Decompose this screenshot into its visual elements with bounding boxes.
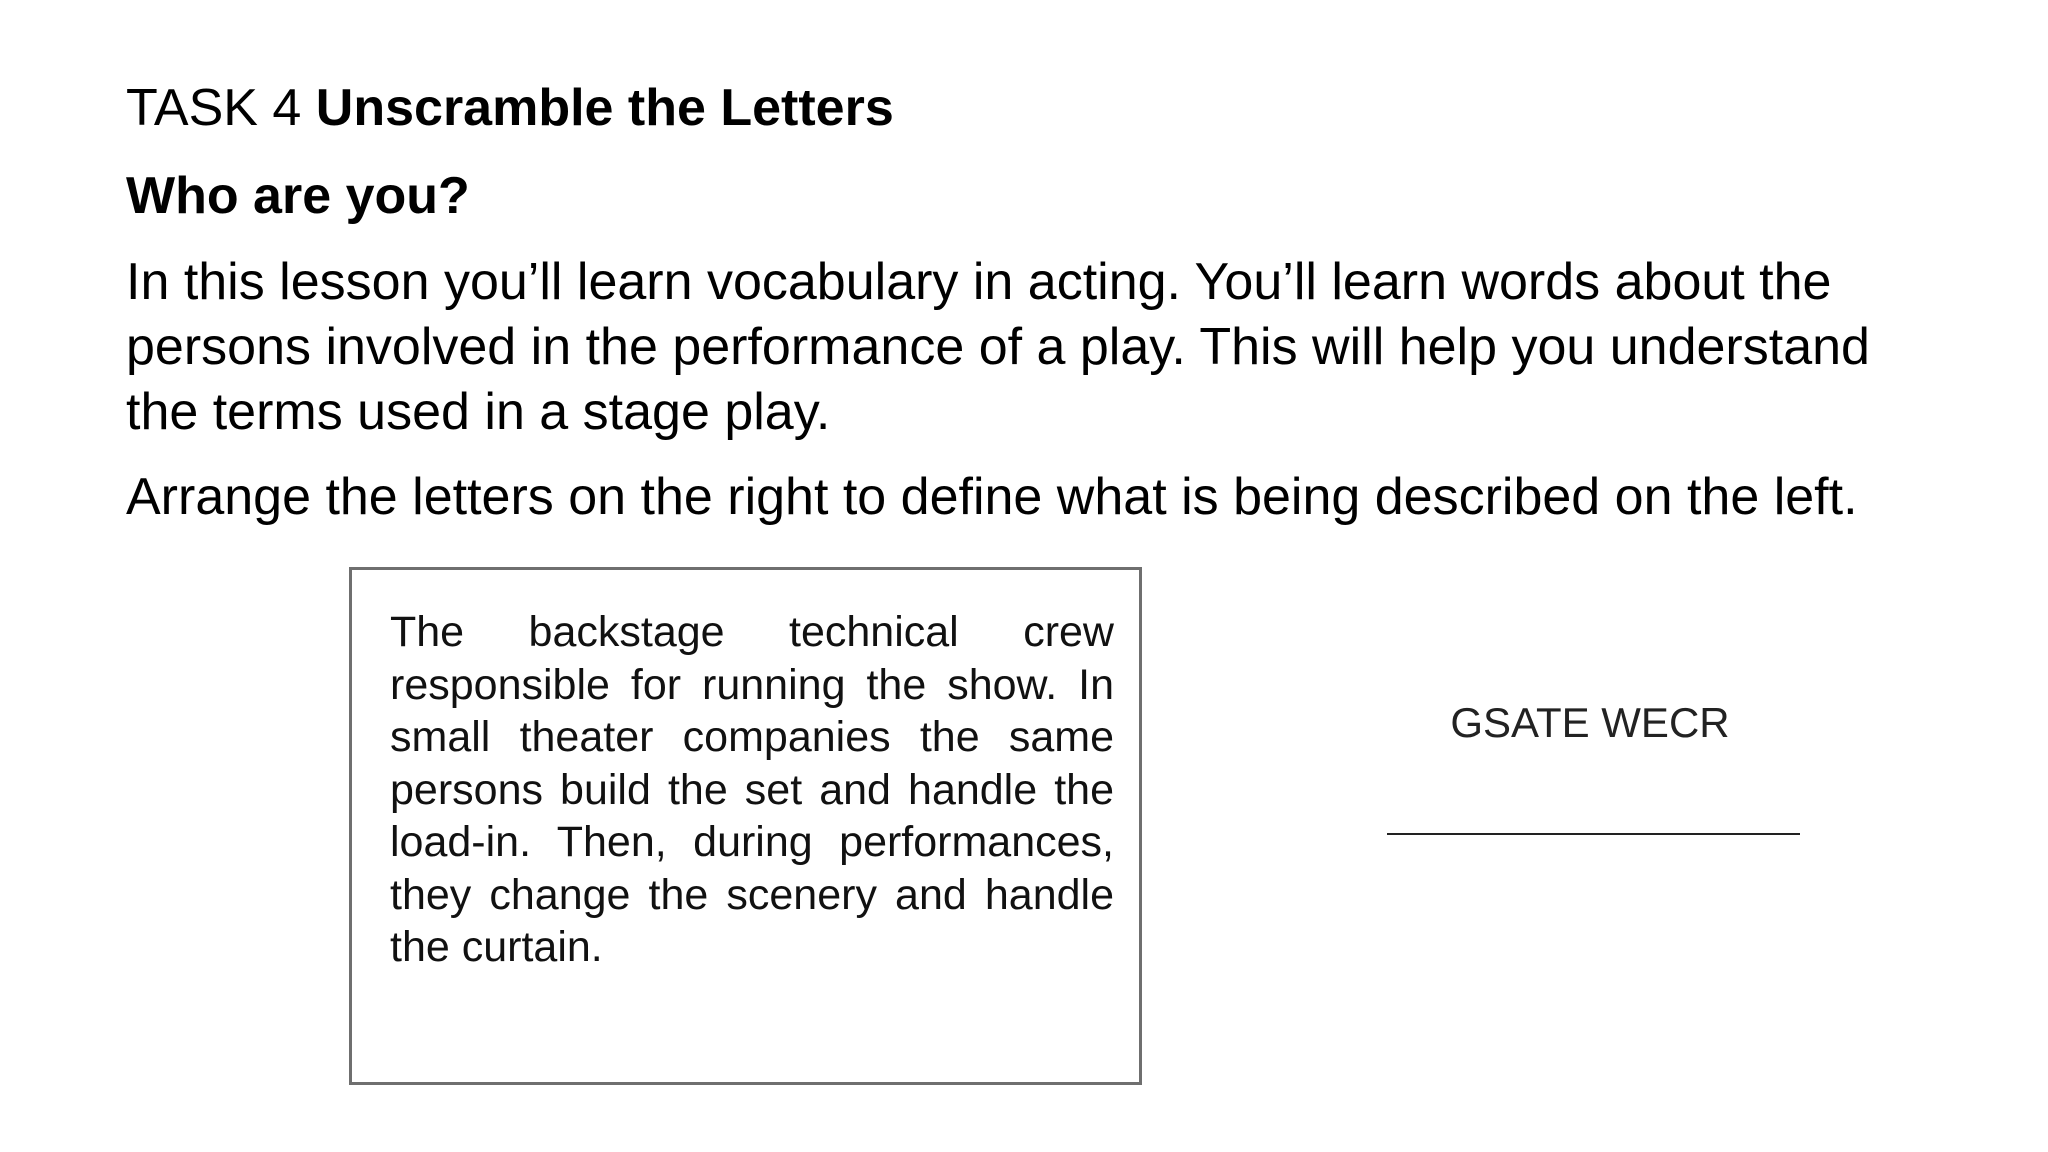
task-title: Unscramble the Letters — [315, 79, 894, 137]
task-heading — [126, 76, 894, 140]
instruction-paragraph: Arrange the letters on the right to define what is being described on the left. — [126, 468, 1858, 526]
answer-blank-line[interactable] — [1387, 833, 1800, 835]
section-subtitle: Who are you? — [126, 167, 470, 225]
intro-paragraph: In this lesson you’ll learn vocabulary in acting. You’ll learn words about the persons involved in the performance of a play. This will help you understand the terms used in a stage play. — [126, 253, 1870, 441]
task-number: TASK 4 — [126, 79, 302, 137]
scrambled-letters: GSATE WECR — [1450, 699, 1730, 746]
definition-box — [349, 567, 1142, 1085]
definition-text: The backstage technical crew responsible for running the show. In small theater companies the same persons build the set and handle the load-in. Then, during performances, they change the scenery and handle the curtain. — [390, 608, 1114, 971]
